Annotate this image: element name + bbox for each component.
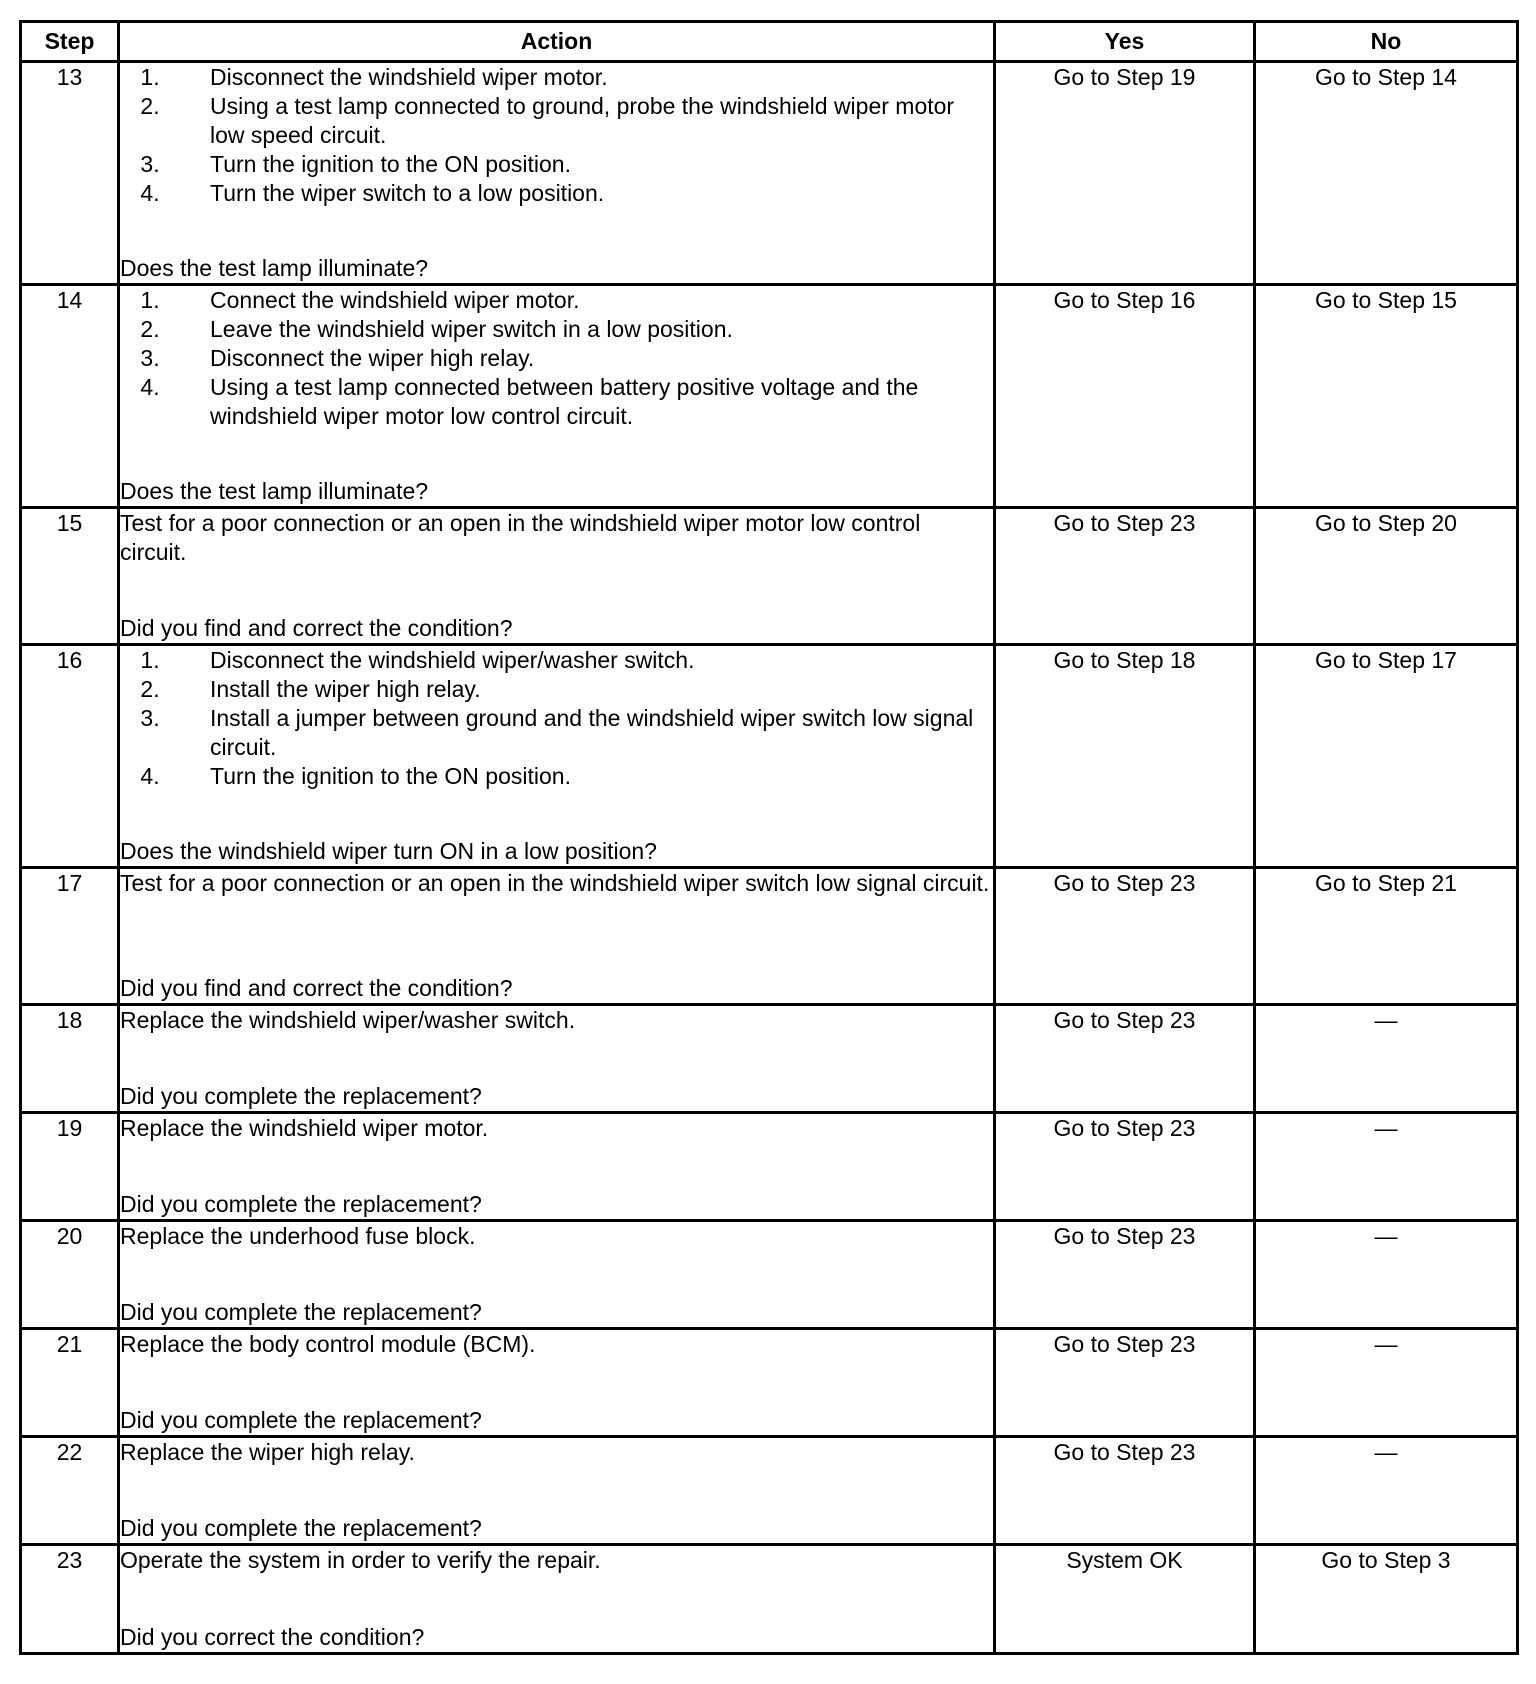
- table-row: [21, 1329, 1518, 1437]
- action-content: [120, 1114, 993, 1219]
- action-question: Does the windshield wiper turn ON in a low position?: [120, 838, 657, 864]
- action-cell: [119, 1221, 995, 1329]
- action-cell: [119, 868, 995, 1005]
- action-list-item: 2. Install the wiper high relay.: [166, 675, 993, 704]
- no-result: —: [1255, 1437, 1518, 1545]
- action-text: Test for a poor connection or an open in the windshield wiper switch low signal circuit.: [120, 870, 990, 896]
- header-no: No: [1255, 22, 1518, 62]
- action-question: Did you complete the replacement?: [120, 1407, 482, 1433]
- no-result: Go to Step 14: [1255, 62, 1518, 285]
- table-body: [21, 62, 1518, 1654]
- step-number: 21: [21, 1329, 119, 1437]
- action-cell: [119, 1437, 995, 1545]
- diagnostic-table: [19, 20, 1519, 1655]
- yes-result: Go to Step 23: [995, 508, 1255, 645]
- action-question: Did you complete the replacement?: [120, 1191, 482, 1217]
- action-instructions: [120, 286, 993, 431]
- action-content: [120, 509, 993, 643]
- table-row: [21, 508, 1518, 645]
- action-instructions: [120, 509, 993, 567]
- yes-result: Go to Step 23: [995, 1005, 1255, 1113]
- action-list-item: 1. Disconnect the windshield wiper motor.: [166, 63, 993, 92]
- step-number: 22: [21, 1437, 119, 1545]
- step-number: 19: [21, 1113, 119, 1221]
- table-row: [21, 1221, 1518, 1329]
- table-row: [21, 1437, 1518, 1545]
- action-cell: [119, 1113, 995, 1221]
- no-result: —: [1255, 1005, 1518, 1113]
- step-number: 20: [21, 1221, 119, 1329]
- action-cell: [119, 62, 995, 285]
- action-cell: [119, 1329, 995, 1437]
- table-row: [21, 1005, 1518, 1113]
- action-question: Did you complete the replacement?: [120, 1299, 482, 1325]
- action-text: Replace the windshield wiper motor.: [120, 1115, 489, 1141]
- action-content: [120, 1006, 993, 1111]
- header-step: Step: [21, 22, 119, 62]
- action-list: [120, 646, 993, 791]
- action-instructions: [120, 1546, 993, 1575]
- yes-result: Go to Step 23: [995, 868, 1255, 1005]
- action-question: Did you complete the replacement?: [120, 1083, 482, 1109]
- action-list: [120, 286, 993, 431]
- no-result: Go to Step 3: [1255, 1545, 1518, 1654]
- yes-result: Go to Step 16: [995, 285, 1255, 508]
- action-list-item: 4. Turn the ignition to the ON position.: [166, 762, 993, 791]
- action-cell: [119, 508, 995, 645]
- action-list-item: 4. Using a test lamp connected between battery positive voltage and the windshield wiper motor low control circuit.: [166, 373, 993, 431]
- step-number: 13: [21, 62, 119, 285]
- table-header-row: [21, 22, 1518, 62]
- action-instructions: [120, 1438, 993, 1467]
- action-content: [120, 1438, 993, 1543]
- step-number: 14: [21, 285, 119, 508]
- action-instructions: [120, 1006, 993, 1035]
- action-instructions: [120, 869, 993, 898]
- action-list-item: 1. Disconnect the windshield wiper/washer switch.: [166, 646, 993, 675]
- action-list-item: 3. Install a jumper between ground and the windshield wiper switch low signal circuit.: [166, 704, 993, 762]
- step-number: 17: [21, 868, 119, 1005]
- action-content: [120, 869, 993, 1003]
- action-list-item: 1. Connect the windshield wiper motor.: [166, 286, 993, 315]
- table-row: [21, 868, 1518, 1005]
- action-instructions: [120, 646, 993, 791]
- action-text: Replace the windshield wiper/washer switch.: [120, 1007, 576, 1033]
- action-question: Does the test lamp illuminate?: [120, 478, 429, 504]
- no-result: —: [1255, 1221, 1518, 1329]
- action-list-item: 4. Turn the wiper switch to a low position.: [166, 179, 993, 208]
- no-result: —: [1255, 1329, 1518, 1437]
- yes-result: Go to Step 23: [995, 1329, 1255, 1437]
- header-action: Action: [119, 22, 995, 62]
- no-result: Go to Step 20: [1255, 508, 1518, 645]
- action-cell: [119, 645, 995, 868]
- action-list: [120, 63, 993, 208]
- table-row: [21, 645, 1518, 868]
- action-text: Replace the body control module (BCM).: [120, 1331, 536, 1357]
- action-content: [120, 1222, 993, 1327]
- action-content: [120, 646, 993, 866]
- action-content: [120, 286, 993, 506]
- yes-result: Go to Step 18: [995, 645, 1255, 868]
- step-number: 23: [21, 1545, 119, 1654]
- action-question: Did you complete the replacement?: [120, 1515, 482, 1541]
- table-row: [21, 1545, 1518, 1654]
- action-instructions: [120, 1222, 993, 1251]
- action-content: [120, 1330, 993, 1435]
- action-list-item: 2. Using a test lamp connected to ground, probe the windshield wiper motor low speed circuit.: [166, 92, 993, 150]
- yes-result: Go to Step 23: [995, 1113, 1255, 1221]
- action-list-item: 3. Disconnect the wiper high relay.: [166, 344, 993, 373]
- action-text: Replace the wiper high relay.: [120, 1439, 415, 1465]
- table-row: [21, 285, 1518, 508]
- action-question: Did you find and correct the condition?: [120, 975, 513, 1001]
- header-yes: Yes: [995, 22, 1255, 62]
- action-instructions: [120, 63, 993, 208]
- action-content: [120, 63, 993, 283]
- action-list-item: 2. Leave the windshield wiper switch in a low position.: [166, 315, 993, 344]
- action-text: Operate the system in order to verify the repair.: [120, 1547, 601, 1573]
- step-number: 15: [21, 508, 119, 645]
- table-row: [21, 1113, 1518, 1221]
- yes-result: System OK: [995, 1545, 1255, 1654]
- action-cell: [119, 1545, 995, 1654]
- yes-result: Go to Step 19: [995, 62, 1255, 285]
- step-number: 18: [21, 1005, 119, 1113]
- yes-result: Go to Step 23: [995, 1437, 1255, 1545]
- action-content: [120, 1546, 993, 1652]
- yes-result: Go to Step 23: [995, 1221, 1255, 1329]
- action-cell: [119, 285, 995, 508]
- action-cell: [119, 1005, 995, 1113]
- no-result: Go to Step 15: [1255, 285, 1518, 508]
- no-result: —: [1255, 1113, 1518, 1221]
- action-instructions: [120, 1114, 993, 1143]
- action-list-item: 3. Turn the ignition to the ON position.: [166, 150, 993, 179]
- action-question: Did you correct the condition?: [120, 1624, 425, 1650]
- action-instructions: [120, 1330, 993, 1359]
- no-result: Go to Step 17: [1255, 645, 1518, 868]
- no-result: Go to Step 21: [1255, 868, 1518, 1005]
- action-text: Test for a poor connection or an open in the windshield wiper motor low control circuit.: [120, 510, 921, 565]
- action-text: Replace the underhood fuse block.: [120, 1223, 476, 1249]
- action-question: Does the test lamp illuminate?: [120, 255, 429, 281]
- table-row: [21, 62, 1518, 285]
- step-number: 16: [21, 645, 119, 868]
- action-question: Did you find and correct the condition?: [120, 615, 513, 641]
